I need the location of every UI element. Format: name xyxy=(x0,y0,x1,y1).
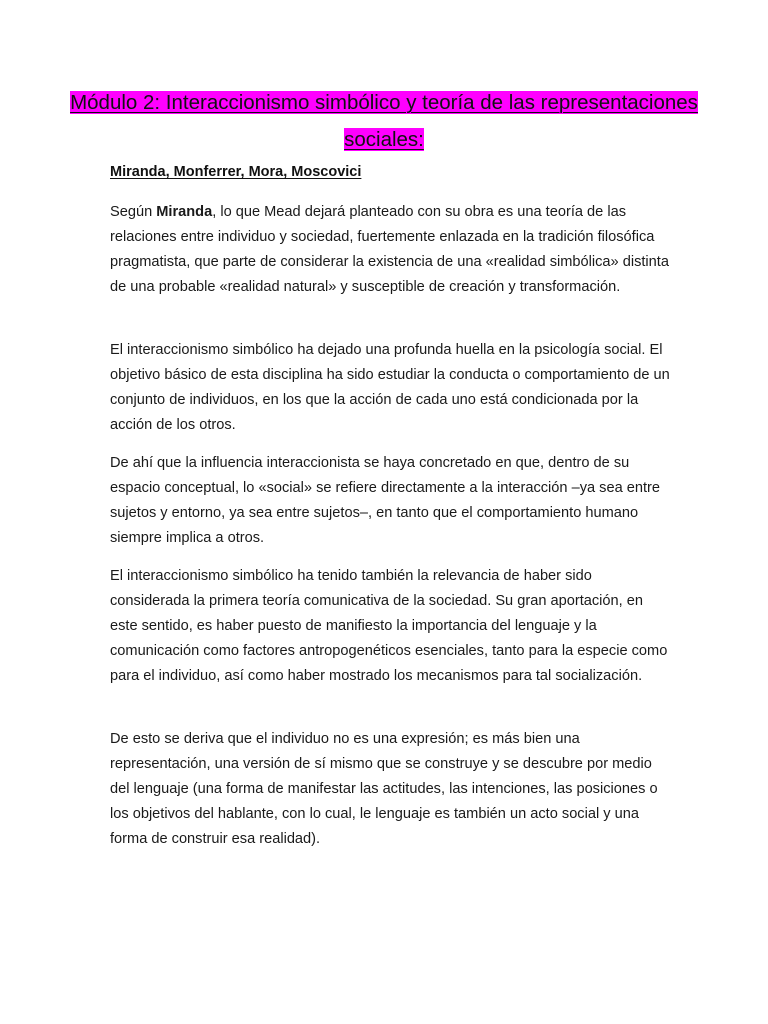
authors-heading: Miranda, Monferrer, Mora, Moscovici xyxy=(110,164,362,180)
page-title xyxy=(60,84,708,158)
title-highlight: Módulo 2: Interaccionismo simbólico y teoría de las representaciones sociales: xyxy=(70,91,698,151)
paragraph-1-prefix: Según xyxy=(110,204,157,220)
paragraph-1 xyxy=(110,200,670,300)
paragraph-1-emphasis: Miranda xyxy=(156,204,213,220)
paragraph-2: El interaccionismo simbólico ha dejado una profunda huella en la psicología social. El objetivo básico de esta disciplina ha sido estudiar la conducta o comportamiento de un conjunto de individuos, en los que la acción de cada uno está condicionada por la acción de los otros. xyxy=(110,342,670,433)
paragraph-3: De ahí que la influencia interaccionista se haya concretado en que, dentro de su espacio conceptual, lo «social» se refiere directamente a la interacción –ya sea entre sujetos y entorno, ya sea entre sujetos–, en tanto que el comportamiento humano siempre implica a otros. xyxy=(110,455,661,546)
paragraph-1-text: , lo que Mead dejará planteado con su obra es una teoría de las relaciones entre individuo y sociedad, fuertemente enlazada en la tradición filosófica pragmatista, que parte de considerar la existencia de una «realidad simbólica» distinta de una probable «realidad natural» y susceptible de creación y transformación. xyxy=(110,204,669,295)
paragraph-5: De esto se deriva que el individuo no es una expresión; es más bien una representación, una versión de sí mismo que se construye y se descubre por medio del lenguaje (una forma de manifestar las actitudes, las intenciones, las posiciones o los objetivos del hablante, con lo cual, le lenguaje es también un acto social y una forma de construir esa realidad). xyxy=(110,731,658,847)
paragraph-4: El interaccionismo simbólico ha tenido también la relevancia de haber sido considerada la primera teoría comunicativa de la sociedad. Su gran aportación, en este sentido, es haber puesto de manifiesto la importancia del lenguaje y la comunicación como factores antropogenéticos esenciales, tanto para la especie como para el individuo, así como haber mostrado los mecanismos para tal socialización. xyxy=(110,568,668,684)
